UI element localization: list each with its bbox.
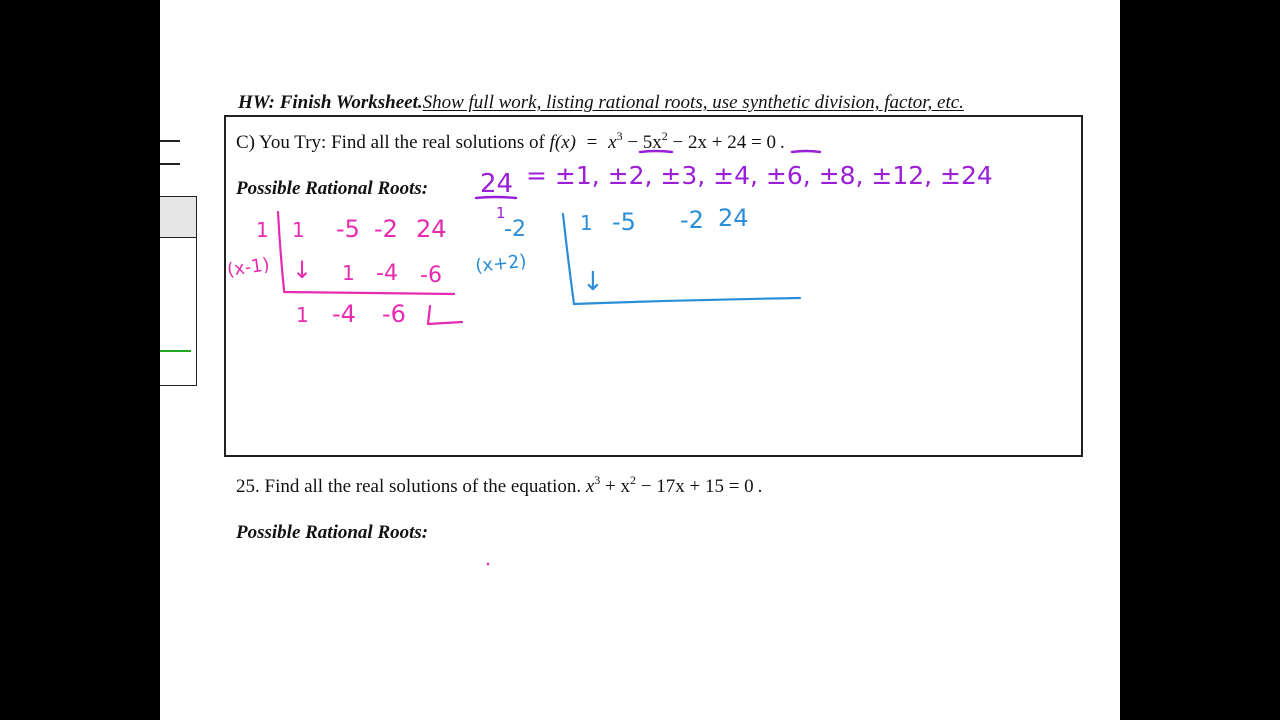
trial1-coef: 24 (416, 215, 447, 243)
trial1-result: -6 (382, 300, 406, 328)
problem-c-equals: = (586, 132, 598, 153)
trial1-result: 1 (296, 303, 309, 327)
problem-25-rest: − 17x + 15 = 0 (636, 476, 754, 497)
problem-c-prefix: C) You Try: Find all the real solutions of (236, 132, 550, 153)
underline-24 (792, 151, 820, 152)
trial1-result: -4 (332, 300, 356, 328)
fraction-bar (476, 197, 516, 198)
trial1-factor: (x-1) (225, 254, 271, 281)
problem-c-fx: f(x) (549, 132, 576, 153)
roots-denominator: 1 (496, 204, 506, 222)
trial1-coef: -5 (336, 215, 360, 243)
problem-25-period: . (757, 476, 763, 497)
trial1-divider (278, 212, 284, 290)
trial2-text (474, 204, 748, 297)
trial2-divider (563, 214, 574, 304)
trial2-factor: (x+2) (474, 250, 528, 277)
trial2-coef: 1 (580, 211, 593, 235)
trial1-remainder-box (428, 306, 462, 324)
homework-label: HW: Finish Worksheet. (238, 92, 423, 113)
trial1-product: -6 (420, 263, 442, 288)
trial1-product: -4 (376, 261, 398, 286)
handwriting-layer (160, 0, 1120, 720)
problem-25-prefix: 25. Find all the real solutions of the equation. (236, 476, 586, 497)
problem-c-term2: − 5x (622, 132, 662, 153)
roots-fraction (480, 169, 513, 222)
trial1-divisor: 1 (256, 218, 269, 242)
problem-25-term2: + x (600, 476, 631, 497)
roots-list: = ±1, ±2, ±3, ±4, ±6, ±8, ±12, ±24 (526, 161, 993, 190)
trial2-divisor: -2 (504, 217, 526, 242)
worksheet-page (160, 0, 1120, 720)
stray-mark (487, 563, 490, 566)
homework-text: Show full work, listing rational roots, use synthetic division, factor, etc. (422, 92, 964, 113)
problem-c-period: . (779, 132, 785, 153)
problem-25-exp2: 2 (630, 473, 637, 487)
trial1-baseline (284, 292, 454, 294)
trial2-coef: -5 (612, 208, 636, 236)
problem-c-exp3: 3 (616, 129, 623, 143)
trial1-arrow: ↓ (292, 256, 313, 284)
trial2-baseline (574, 298, 800, 304)
problem-c-x: x (608, 132, 617, 153)
trial2-arrow: ↓ (582, 267, 604, 297)
roots-numerator: 24 (480, 169, 514, 199)
trial1-coef: -2 (374, 215, 398, 243)
trial2-coef: -2 (680, 206, 704, 234)
trial1-product: 1 (342, 261, 355, 285)
underline-x3 (640, 151, 672, 152)
problem-25-x: x (585, 476, 595, 497)
problem-c-rest: − 2x + 24 = 0 (667, 132, 776, 153)
trial1-text (226, 215, 447, 328)
possible-rational-roots-label-2: Possible Rational Roots: (236, 522, 429, 543)
problem-c-exp2: 2 (661, 129, 668, 143)
possible-rational-roots-label: Possible Rational Roots: (236, 178, 429, 199)
trial1-coef: 1 (292, 218, 305, 242)
trial2-coef: 24 (718, 204, 749, 232)
problem-25-exp3: 3 (594, 473, 601, 487)
